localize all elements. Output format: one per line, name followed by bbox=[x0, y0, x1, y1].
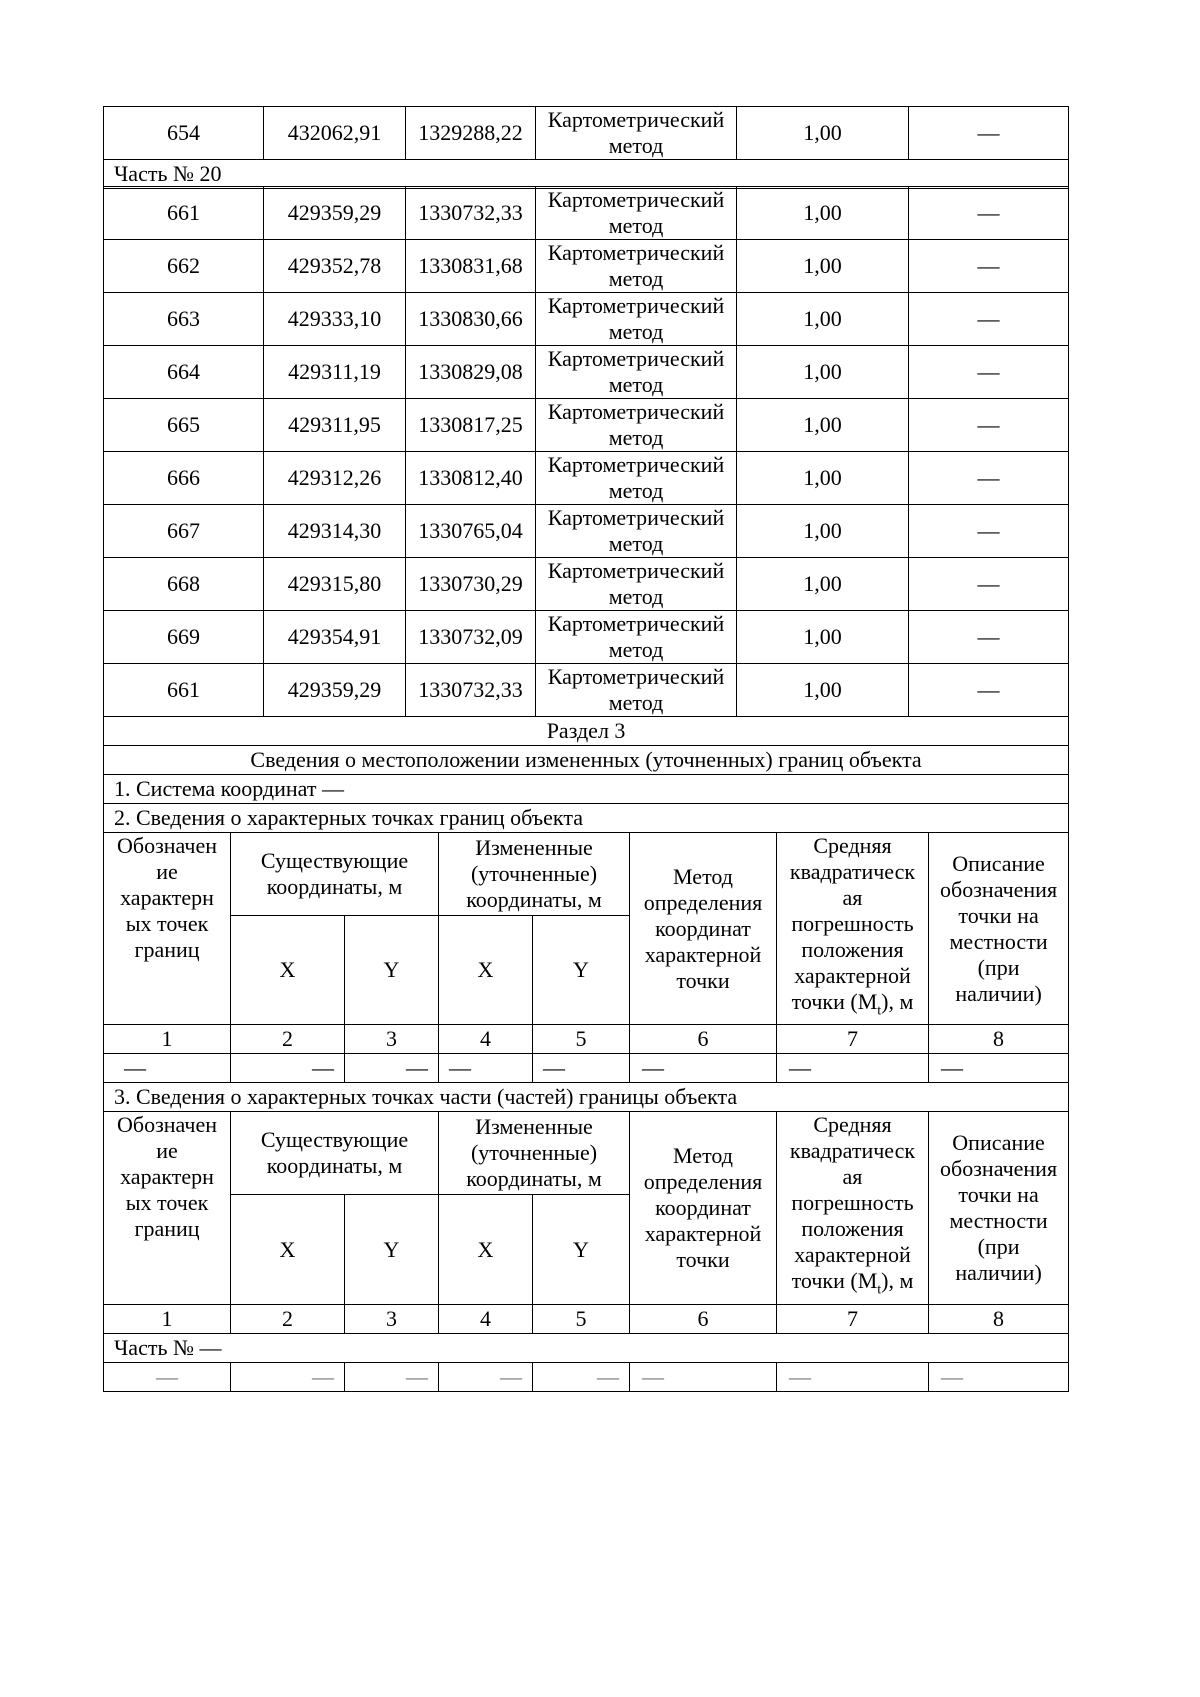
error-value: 1,00 bbox=[737, 346, 909, 399]
point-number: 661 bbox=[104, 664, 264, 717]
description: — bbox=[909, 558, 1069, 611]
dash-cell: — bbox=[345, 1054, 439, 1083]
dash-cell: — bbox=[439, 1362, 533, 1391]
coord-x: 429352,78 bbox=[264, 240, 406, 293]
coord-x: 429315,80 bbox=[264, 558, 406, 611]
point-number: 668 bbox=[104, 558, 264, 611]
description: — bbox=[909, 664, 1069, 717]
dash-cell: — bbox=[929, 1054, 1069, 1083]
table-row bbox=[104, 505, 1069, 558]
table-row bbox=[104, 187, 1069, 240]
dash-cell: — bbox=[231, 1362, 345, 1391]
point-number: 665 bbox=[104, 399, 264, 452]
description: — bbox=[909, 293, 1069, 346]
dash-cell: — bbox=[345, 1362, 439, 1391]
point-number: 669 bbox=[104, 611, 264, 664]
column-number: 8 bbox=[929, 1025, 1069, 1054]
column-number: 1 bbox=[104, 1025, 231, 1054]
dash-cell: — bbox=[630, 1054, 777, 1083]
coord-x: 429359,29 bbox=[264, 664, 406, 717]
coord-y: 1330732,33 bbox=[406, 664, 536, 717]
part-row bbox=[104, 160, 1069, 189]
dash-cell: — bbox=[929, 1362, 1069, 1391]
table-row bbox=[104, 611, 1069, 664]
column-number: 2 bbox=[231, 1025, 345, 1054]
coord-x: 429312,26 bbox=[264, 452, 406, 505]
header-method: Метод определения координат характерной точки bbox=[630, 833, 777, 1025]
part-label: Часть № 20 bbox=[104, 160, 1069, 189]
column-number: 3 bbox=[345, 1304, 439, 1333]
description: — bbox=[909, 505, 1069, 558]
error-value: 1,00 bbox=[737, 664, 909, 717]
header-designation: Обозначен ие характерн ых точек границ bbox=[104, 833, 231, 1025]
coord-y: 1330812,40 bbox=[406, 452, 536, 505]
dash-cell: — bbox=[777, 1054, 929, 1083]
header-error: Средняя квадратическ ая погрешность положения характерной точки $(M_t)$, м bbox=[777, 833, 929, 1025]
column-numbers-row bbox=[104, 1304, 1069, 1333]
header-error: Средняя квадратическ ая погрешность положения характерной точки $(M_t)$, м bbox=[777, 1112, 929, 1304]
error-value: 1,00 bbox=[737, 611, 909, 664]
coord-y: 1330829,08 bbox=[406, 346, 536, 399]
coord-y: 1330732,09 bbox=[406, 611, 536, 664]
column-number: 4 bbox=[439, 1025, 533, 1054]
header-changed-coords: Измененные (уточненные) координаты, м bbox=[439, 833, 630, 916]
point-number: 663 bbox=[104, 293, 264, 346]
column-number: 2 bbox=[231, 1304, 345, 1333]
coord-y: 1330765,04 bbox=[406, 505, 536, 558]
coord-x: 429311,19 bbox=[264, 346, 406, 399]
header-description: Описание обозначения точки на местности (при наличии) bbox=[929, 833, 1069, 1025]
column-number: 7 bbox=[777, 1025, 929, 1054]
coord-y: 1330830,66 bbox=[406, 293, 536, 346]
coord-x: 429333,10 bbox=[264, 293, 406, 346]
dash-cell: — bbox=[104, 1362, 231, 1391]
method: Картометрический метод bbox=[536, 187, 737, 240]
header-x: X bbox=[231, 1195, 345, 1304]
description: — bbox=[909, 611, 1069, 664]
header-changed-coords: Измененные (уточненные) координаты, м bbox=[439, 1112, 630, 1195]
coord-y: 1330732,33 bbox=[406, 187, 536, 240]
description: — bbox=[909, 452, 1069, 505]
error-value: 1,00 bbox=[737, 399, 909, 452]
coord-y: 1330831,68 bbox=[406, 240, 536, 293]
header-x: X bbox=[439, 916, 533, 1025]
method: Картометрический метод bbox=[536, 240, 737, 293]
coord-x: 429311,95 bbox=[264, 399, 406, 452]
column-number: 4 bbox=[439, 1304, 533, 1333]
point-number: 664 bbox=[104, 346, 264, 399]
table-row bbox=[104, 240, 1069, 293]
error-value: 1,00 bbox=[737, 505, 909, 558]
column-number: 3 bbox=[345, 1025, 439, 1054]
dash-cell: — bbox=[630, 1362, 777, 1391]
coord-y: 1330730,29 bbox=[406, 558, 536, 611]
coord-x: 429359,29 bbox=[264, 187, 406, 240]
coord-x: 429314,30 bbox=[264, 505, 406, 558]
table-row bbox=[104, 452, 1069, 505]
column-number: 5 bbox=[533, 1025, 630, 1054]
method: Картометрический метод bbox=[536, 452, 737, 505]
table-row bbox=[104, 399, 1069, 452]
error-value: 1,00 bbox=[737, 107, 909, 160]
points-heading: 2. Сведения о характерных точках границ объекта bbox=[104, 804, 1069, 833]
dash-cell: — bbox=[231, 1054, 345, 1083]
header-y: Y bbox=[533, 1195, 630, 1304]
header-y: Y bbox=[345, 916, 439, 1025]
description: — bbox=[909, 187, 1069, 240]
method: Картометрический метод bbox=[536, 107, 737, 160]
top-coordinates-table bbox=[103, 106, 1069, 189]
column-number: 6 bbox=[630, 1025, 777, 1054]
point-number: 661 bbox=[104, 187, 264, 240]
column-number: 1 bbox=[104, 1304, 231, 1333]
dash-cell: — bbox=[777, 1362, 929, 1391]
method: Картометрический метод bbox=[536, 346, 737, 399]
column-number: 6 bbox=[630, 1304, 777, 1333]
empty-data-row bbox=[104, 1362, 1069, 1391]
column-numbers-row bbox=[104, 1025, 1069, 1054]
header-existing-coords: Существующие координаты, м bbox=[231, 1112, 439, 1195]
description: — bbox=[909, 399, 1069, 452]
method: Картометрический метод bbox=[536, 505, 737, 558]
header-designation: Обозначен ие характерн ых точек границ bbox=[104, 1112, 231, 1304]
header-method: Метод определения координат характерной точки bbox=[630, 1112, 777, 1304]
header-y: Y bbox=[533, 916, 630, 1025]
method: Картометрический метод bbox=[536, 399, 737, 452]
error-value: 1,00 bbox=[737, 558, 909, 611]
header-existing-coords: Существующие координаты, м bbox=[231, 833, 439, 916]
parts-heading: 3. Сведения о характерных точках части (частей) границы объекта bbox=[104, 1083, 1069, 1112]
section-3-table bbox=[103, 716, 1069, 1392]
method: Картометрический метод bbox=[536, 611, 737, 664]
error-value: 1,00 bbox=[737, 452, 909, 505]
empty-data-row bbox=[104, 1054, 1069, 1083]
table-row bbox=[104, 293, 1069, 346]
method: Картометрический метод bbox=[536, 293, 737, 346]
header-description: Описание обозначения точки на местности (при наличии) bbox=[929, 1112, 1069, 1304]
dash-cell: — bbox=[533, 1054, 630, 1083]
error-value: 1,00 bbox=[737, 187, 909, 240]
part-label: Часть № — bbox=[104, 1333, 1069, 1362]
dash-cell: — bbox=[533, 1362, 630, 1391]
description: — bbox=[909, 240, 1069, 293]
description: — bbox=[909, 107, 1069, 160]
header-x: X bbox=[439, 1195, 533, 1304]
section-subtitle: Сведения о местоположении измененных (уточненных) границ объекта bbox=[104, 746, 1069, 775]
table-row bbox=[104, 107, 1069, 160]
point-number: 662 bbox=[104, 240, 264, 293]
part-20-table bbox=[103, 186, 1069, 717]
column-number: 5 bbox=[533, 1304, 630, 1333]
dash-cell: — bbox=[439, 1054, 533, 1083]
error-value: 1,00 bbox=[737, 240, 909, 293]
coord-x: 429354,91 bbox=[264, 611, 406, 664]
coord-system: 1. Система координат — bbox=[104, 775, 1069, 804]
header-x: X bbox=[231, 916, 345, 1025]
point-number: 666 bbox=[104, 452, 264, 505]
error-value: 1,00 bbox=[737, 293, 909, 346]
table-row bbox=[104, 346, 1069, 399]
dash-cell: — bbox=[104, 1054, 231, 1083]
method: Картометрический метод bbox=[536, 664, 737, 717]
table-row bbox=[104, 558, 1069, 611]
coord-y: 1329288,22 bbox=[406, 107, 536, 160]
method: Картометрический метод bbox=[536, 558, 737, 611]
coord-y: 1330817,25 bbox=[406, 399, 536, 452]
table-row bbox=[104, 664, 1069, 717]
point-number: 654 bbox=[104, 107, 264, 160]
header-y: Y bbox=[345, 1195, 439, 1304]
section-title: Раздел 3 bbox=[104, 717, 1069, 746]
column-number: 7 bbox=[777, 1304, 929, 1333]
coord-x: 432062,91 bbox=[264, 107, 406, 160]
column-number: 8 bbox=[929, 1304, 1069, 1333]
description: — bbox=[909, 346, 1069, 399]
point-number: 667 bbox=[104, 505, 264, 558]
